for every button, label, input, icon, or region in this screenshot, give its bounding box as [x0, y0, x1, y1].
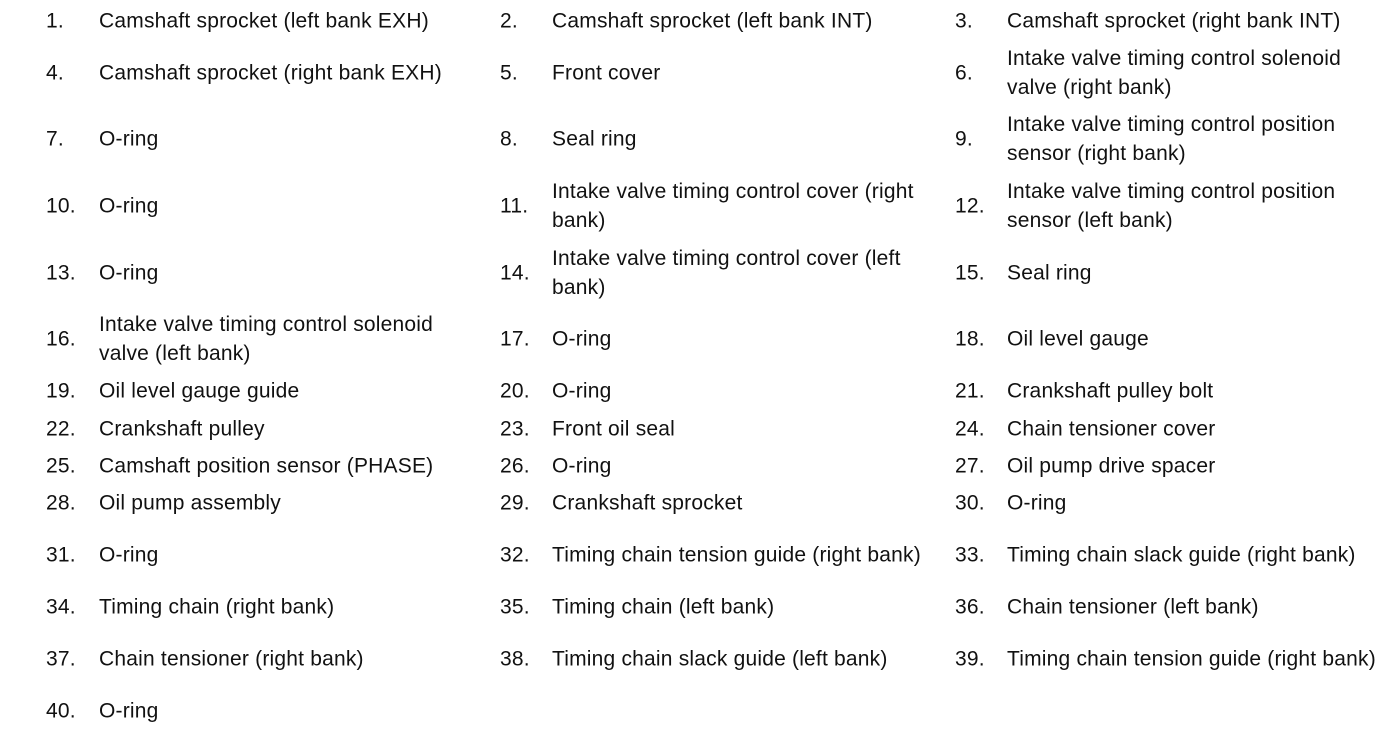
legend-item-label: O-ring — [1007, 491, 1067, 515]
legend-item-label: Chain tensioner (right bank) — [99, 647, 364, 671]
legend-item-number: 1. — [46, 9, 64, 33]
legend-item-number: 11. — [500, 194, 529, 218]
legend-item-number: 31. — [46, 543, 76, 567]
legend-item-number: 21. — [955, 379, 985, 403]
legend-item-label: Front cover — [552, 61, 661, 85]
legend-item-label: Timing chain slack guide (left bank) — [552, 647, 888, 671]
legend-item-label: Intake valve timing control solenoid valve (right bank) — [1007, 47, 1342, 99]
legend-item-label: Seal ring — [552, 127, 637, 151]
legend-item-number: 27. — [955, 454, 985, 478]
legend-item-number: 36. — [955, 595, 985, 619]
legend-item-number: 7. — [46, 127, 64, 151]
legend-item-label: O-ring — [99, 699, 159, 723]
legend-item-label: O-ring — [552, 327, 612, 351]
legend-item-label: Intake valve timing control position sensor (right bank) — [1007, 113, 1336, 165]
legend-item — [500, 577, 942, 637]
legend-item — [955, 629, 1376, 689]
legend-item-label: O-ring — [99, 543, 159, 567]
legend-item-number: 24. — [955, 417, 985, 441]
legend-item — [46, 109, 479, 169]
legend-item — [955, 577, 1376, 637]
legend-item-number: 4. — [46, 61, 64, 85]
legend-item-label: Intake valve timing control cover (left bank) — [552, 247, 901, 299]
legend-item-number: 34. — [46, 595, 76, 619]
legend-item-number: 38. — [500, 647, 530, 671]
legend-item — [500, 176, 942, 236]
legend-item-label: Timing chain (left bank) — [552, 595, 775, 619]
legend-item-number: 35. — [500, 595, 530, 619]
legend-item-number: 2. — [500, 9, 518, 33]
legend-item-number: 17. — [500, 327, 530, 351]
legend-item-label: Camshaft position sensor (PHASE) — [99, 454, 434, 478]
legend-item-number: 15. — [955, 261, 985, 285]
legend-item-label: Camshaft sprocket (right bank INT) — [1007, 9, 1341, 33]
legend-item-label: Camshaft sprocket (left bank EXH) — [99, 9, 429, 33]
legend-item-label: O-ring — [99, 261, 159, 285]
legend-item — [955, 243, 1376, 303]
legend-item-label: Intake valve timing control position sensor (left bank) — [1007, 180, 1336, 232]
legend-item — [500, 473, 942, 533]
legend-item-number: 8. — [500, 127, 518, 151]
legend-item — [500, 309, 942, 369]
legend-item — [46, 309, 479, 369]
legend-item — [955, 473, 1376, 533]
legend-item-label: Front oil seal — [552, 417, 676, 441]
legend-item-label: Chain tensioner cover — [1007, 417, 1216, 441]
legend-item — [500, 43, 942, 103]
legend-item-number: 14. — [500, 261, 530, 285]
legend-item — [46, 176, 479, 236]
legend-item-number: 23. — [500, 417, 530, 441]
legend-item-number: 3. — [955, 9, 973, 33]
legend-item — [500, 525, 942, 585]
legend-item-number: 40. — [46, 699, 76, 723]
legend-item-label: Camshaft sprocket (right bank EXH) — [99, 61, 442, 85]
legend-item — [955, 176, 1376, 236]
legend-item-number: 12. — [955, 194, 985, 218]
legend-item-label: Crankshaft pulley bolt — [1007, 379, 1214, 403]
legend-item-number: 32. — [500, 543, 530, 567]
legend-item-number: 22. — [46, 417, 76, 441]
legend-item — [46, 681, 479, 741]
legend-item-number: 29. — [500, 491, 530, 515]
legend-item — [955, 525, 1376, 585]
legend-item-number: 25. — [46, 454, 76, 478]
legend-item-label: O-ring — [552, 454, 612, 478]
legend-item-label: Intake valve timing control cover (right bank) — [552, 180, 914, 232]
legend-item-label: Seal ring — [1007, 261, 1092, 285]
legend-item — [955, 109, 1376, 169]
legend-item-label: Timing chain tension guide (right bank) — [552, 543, 921, 567]
legend-item-number: 20. — [500, 379, 530, 403]
legend-item-number: 13. — [46, 261, 76, 285]
legend-item-label: O-ring — [99, 127, 159, 151]
legend-item-number: 39. — [955, 647, 985, 671]
legend-item-label: Camshaft sprocket (left bank INT) — [552, 9, 873, 33]
legend-item-number: 30. — [955, 491, 985, 515]
legend-item-label: Crankshaft sprocket — [552, 491, 743, 515]
legend-item — [500, 109, 942, 169]
legend-item — [500, 629, 942, 689]
legend-item — [500, 243, 942, 303]
legend-item-label: Timing chain slack guide (right bank) — [1007, 543, 1356, 567]
legend-item-number: 9. — [955, 127, 973, 151]
legend-item-number: 6. — [955, 61, 973, 85]
legend-item-label: Oil level gauge — [1007, 327, 1149, 351]
legend-item-label: Timing chain tension guide (right bank) — [1007, 647, 1376, 671]
legend-item-number: 26. — [500, 454, 530, 478]
legend-item-label: Oil pump assembly — [99, 491, 281, 515]
legend-item-number: 19. — [46, 379, 76, 403]
legend-item-label: Chain tensioner (left bank) — [1007, 595, 1259, 619]
legend-item-number: 18. — [955, 327, 985, 351]
legend-item-label: Oil pump drive spacer — [1007, 454, 1216, 478]
legend-item-label: Oil level gauge guide — [99, 379, 300, 403]
legend-item-number: 10. — [46, 194, 76, 218]
legend-item-label: O-ring — [552, 379, 612, 403]
legend-item-number: 16. — [46, 327, 76, 351]
legend-item-number: 33. — [955, 543, 985, 567]
legend-item-number: 37. — [46, 647, 76, 671]
legend-item — [46, 629, 479, 689]
legend-item — [46, 525, 479, 585]
legend-item-label: Intake valve timing control solenoid valve (left bank) — [99, 313, 434, 365]
legend-item-number: 28. — [46, 491, 76, 515]
legend-item-label: Timing chain (right bank) — [99, 595, 335, 619]
legend-item — [955, 43, 1376, 103]
legend-item — [46, 473, 479, 533]
legend-item — [46, 577, 479, 637]
legend-item-number: 5. — [500, 61, 518, 85]
legend-item — [46, 243, 479, 303]
legend-item-label: O-ring — [99, 194, 159, 218]
legend-item — [955, 309, 1376, 369]
legend-item-label: Crankshaft pulley — [99, 417, 265, 441]
legend-item — [46, 43, 479, 103]
